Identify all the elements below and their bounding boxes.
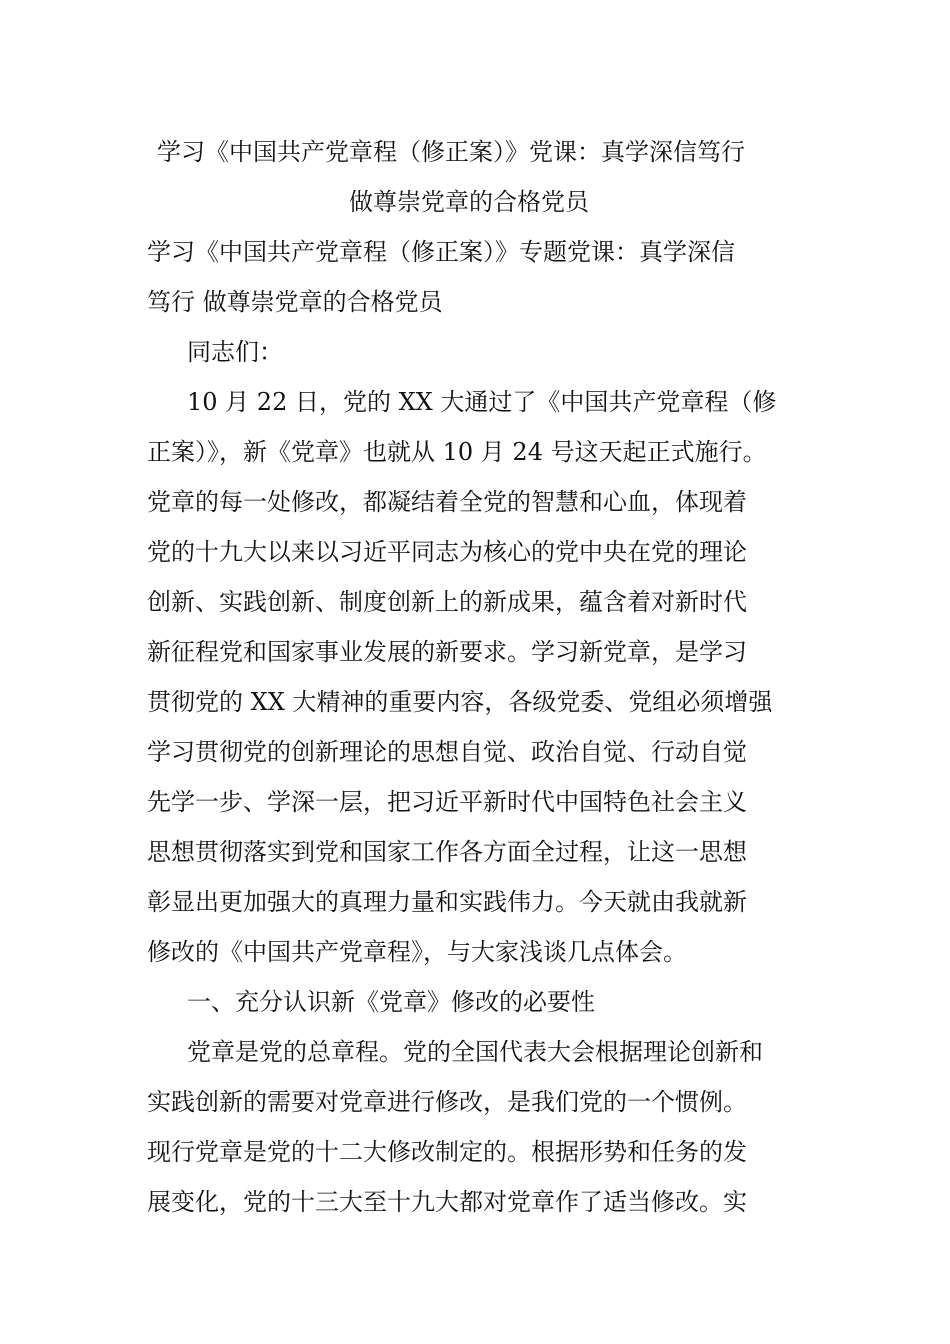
- document-subtitle-line-2: 笃行 做尊崇党章的合格党员: [147, 288, 443, 316]
- paragraph-1-line: 创新、实践创新、制度创新上的新成果，蕴含着对新时代: [147, 588, 747, 616]
- paragraph-1-line: 修改的《中国共产党章程》，与大家浅谈几点体会。: [147, 938, 687, 966]
- paragraph-1-line: 党的十九大以来以习近平同志为核心的党中央在党的理论: [147, 538, 747, 566]
- paragraph-1-line: 10 月 22 日，党的 XX 大通过了《中国共产党章程（修: [187, 388, 777, 416]
- paragraph-2-line: 实践创新的需要对党章进行修改，是我们党的一个惯例。: [147, 1088, 747, 1116]
- paragraph-1-line: 正案）》，新《党章》也就从 10 月 24 号这天起正式施行。: [147, 438, 767, 466]
- document-title-line-2: [0, 184, 950, 220]
- paragraph-2-line: 党章是党的总章程。党的全国代表大会根据理论创新和: [187, 1038, 763, 1066]
- document-title-line-2-text: 做尊崇党章的合格党员: [349, 188, 589, 216]
- document-title-line-1: 学习《中国共产党章程（修正案）》党课：真学深信笃行: [157, 138, 745, 166]
- paragraph-1-line: 彰显出更加强大的真理力量和实践伟力。今天就由我就新: [147, 888, 747, 916]
- paragraph-1-line: 党章的每一处修改，都凝结着全党的智慧和心血，体现着: [147, 488, 747, 516]
- paragraph-1-line: 贯彻党的 XX 大精神的重要内容，各级党委、党组必须增强: [147, 688, 773, 716]
- paragraph-1-line: 新征程党和国家事业发展的新要求。学习新党章，是学习: [147, 638, 747, 666]
- paragraph-1-line: 先学一步、学深一层，把习近平新时代中国特色社会主义: [147, 788, 747, 816]
- paragraph-1-line: 思想贯彻落实到党和国家工作各方面全过程，让这一思想: [147, 838, 747, 866]
- paragraph-2-line: 展变化，党的十三大至十九大都对党章作了适当修改。实: [147, 1188, 747, 1216]
- paragraph-2-line: 现行党章是党的十二大修改制定的。根据形势和任务的发: [147, 1138, 747, 1166]
- document-subtitle-line-1: 学习《中国共产党章程（修正案）》专题党课：真学深信: [147, 238, 735, 266]
- section-heading-1: 一、充分认识新《党章》修改的必要性: [187, 988, 595, 1016]
- salutation: 同志们：: [187, 338, 283, 366]
- paragraph-1-line: 学习贯彻党的创新理论的思想自觉、政治自觉、行动自觉: [147, 738, 747, 766]
